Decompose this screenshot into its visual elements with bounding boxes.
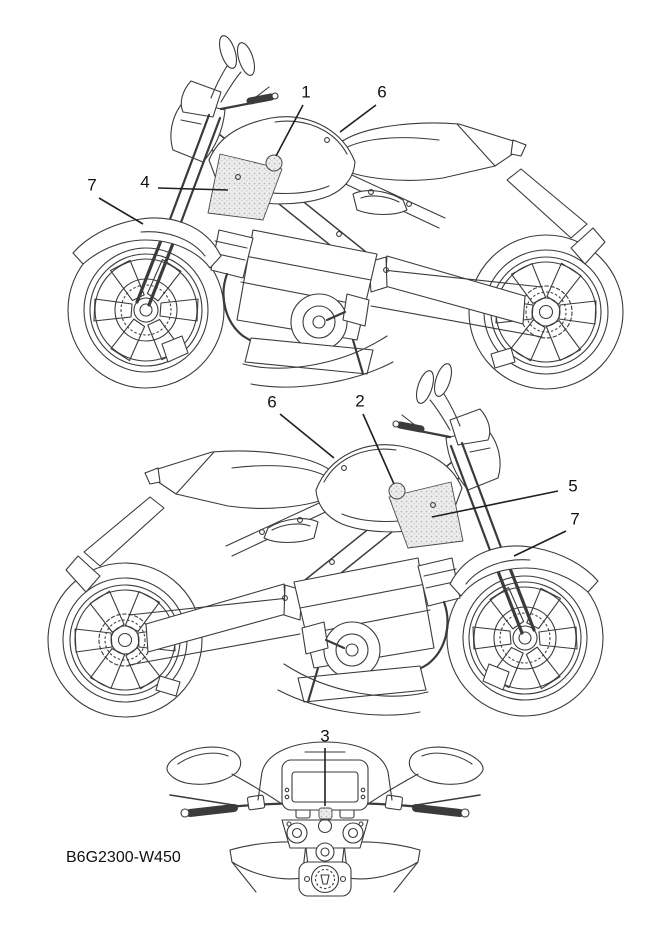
- callout-7-middle-label[interactable]: 7: [570, 509, 580, 529]
- callout-5-label[interactable]: 5: [568, 476, 578, 496]
- callout-7-top[interactable]: [87, 175, 143, 224]
- callout-3-label[interactable]: 3: [320, 726, 330, 746]
- figure-code: B6G2300-W450: [66, 849, 181, 866]
- ignition-switch: [316, 843, 334, 861]
- leader-line: [340, 105, 376, 132]
- callout-6-middle[interactable]: [267, 392, 334, 458]
- leader-line: [99, 198, 143, 224]
- handle-crown-emblem: [319, 808, 332, 819]
- callout-1-label[interactable]: 1: [301, 82, 311, 102]
- callout-6-top-label[interactable]: 6: [377, 82, 387, 102]
- callout-4-label[interactable]: 4: [140, 172, 150, 192]
- callout-6-top[interactable]: [340, 82, 387, 132]
- left-side-view: [68, 34, 623, 389]
- callout-6-middle-label[interactable]: 6: [267, 392, 277, 412]
- callout-2-label[interactable]: 2: [355, 391, 365, 411]
- callout-7-top-label[interactable]: 7: [87, 175, 97, 195]
- right-side-view: [48, 362, 603, 717]
- leader-line: [280, 414, 334, 458]
